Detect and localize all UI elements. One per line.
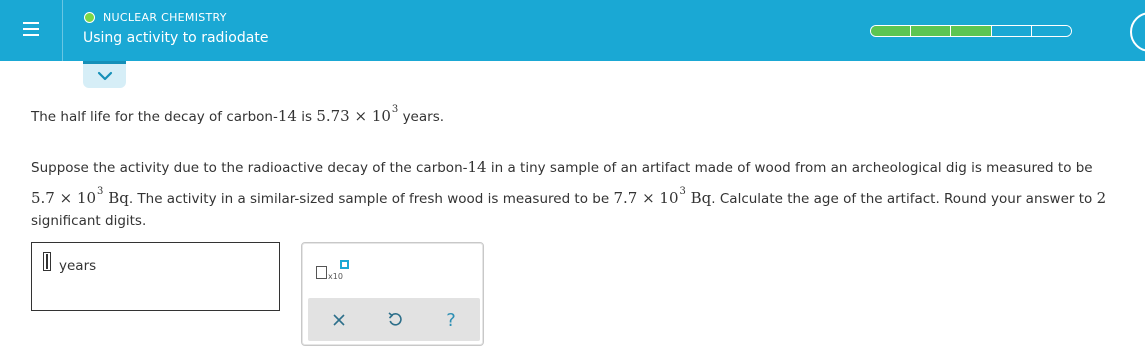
collapse-toggle[interactable] <box>83 61 126 88</box>
progress-bar <box>870 25 1072 37</box>
menu-icon[interactable] <box>18 16 44 42</box>
exponent-box-icon <box>340 260 349 269</box>
math-tool-panel <box>301 242 484 346</box>
text-span: The half life for the decay of carbon- <box>31 109 278 125</box>
question-text <box>31 105 1141 230</box>
clear-button[interactable] <box>325 307 353 333</box>
topic-status-dot <box>84 12 95 23</box>
math-span: Bq <box>103 189 129 207</box>
problem-statement <box>31 152 1141 230</box>
exponent: 3 <box>97 186 104 197</box>
answer-cursor-field[interactable] <box>43 252 51 271</box>
text-span: Suppose the activity due to the radioactive decay of the carbon- <box>31 160 468 176</box>
answer-input[interactable] <box>31 242 280 311</box>
page-title: Using activity to radiodate <box>83 30 269 46</box>
tool-actions-bar <box>308 298 480 341</box>
topic-label: NUCLEAR CHEMISTRY <box>103 11 227 24</box>
x10-label: x10 <box>328 272 343 281</box>
explanation-button[interactable] <box>1130 12 1145 52</box>
exponent: 3 <box>391 104 399 115</box>
text-span: significant digits. <box>31 213 147 229</box>
topic-row <box>84 11 227 24</box>
exponent: 3 <box>679 186 686 197</box>
base-box-icon <box>316 266 327 279</box>
text-span: years. <box>398 109 445 125</box>
half-life-statement <box>31 105 1141 130</box>
text-span: . Calculate the age of the artifact. Round your answer to <box>711 191 1097 207</box>
math-span: Bq <box>685 189 712 207</box>
progress-segment <box>992 26 1032 36</box>
math-span: 14 <box>467 158 487 176</box>
progress-segment <box>951 26 991 36</box>
progress-segment <box>911 26 951 36</box>
close-icon <box>333 314 345 326</box>
math-span: 5.73 × 10 <box>316 107 391 125</box>
text-span: . The activity in a similar-sized sample of fresh wood is measured to be <box>128 191 614 207</box>
scientific-notation-button[interactable] <box>316 260 350 282</box>
help-button[interactable]: ? <box>446 309 456 331</box>
header-divider <box>62 0 63 61</box>
text-span: in a tiny sample of an artifact made of wood from an archeological dig is measured to be <box>486 160 1093 176</box>
undo-button[interactable] <box>381 307 409 333</box>
math-span: 14 <box>277 107 297 125</box>
text-span: is <box>296 109 317 125</box>
math-span: 7.7 × 10 <box>613 189 679 207</box>
math-span: 2 <box>1096 189 1107 207</box>
answer-units: years <box>59 258 97 274</box>
progress-segment <box>871 26 911 36</box>
progress-segment <box>1032 26 1071 36</box>
header-bar <box>0 0 1145 61</box>
chevron-down-icon <box>97 71 113 81</box>
math-span: 5.7 × 10 <box>31 189 97 207</box>
undo-icon <box>388 312 402 328</box>
